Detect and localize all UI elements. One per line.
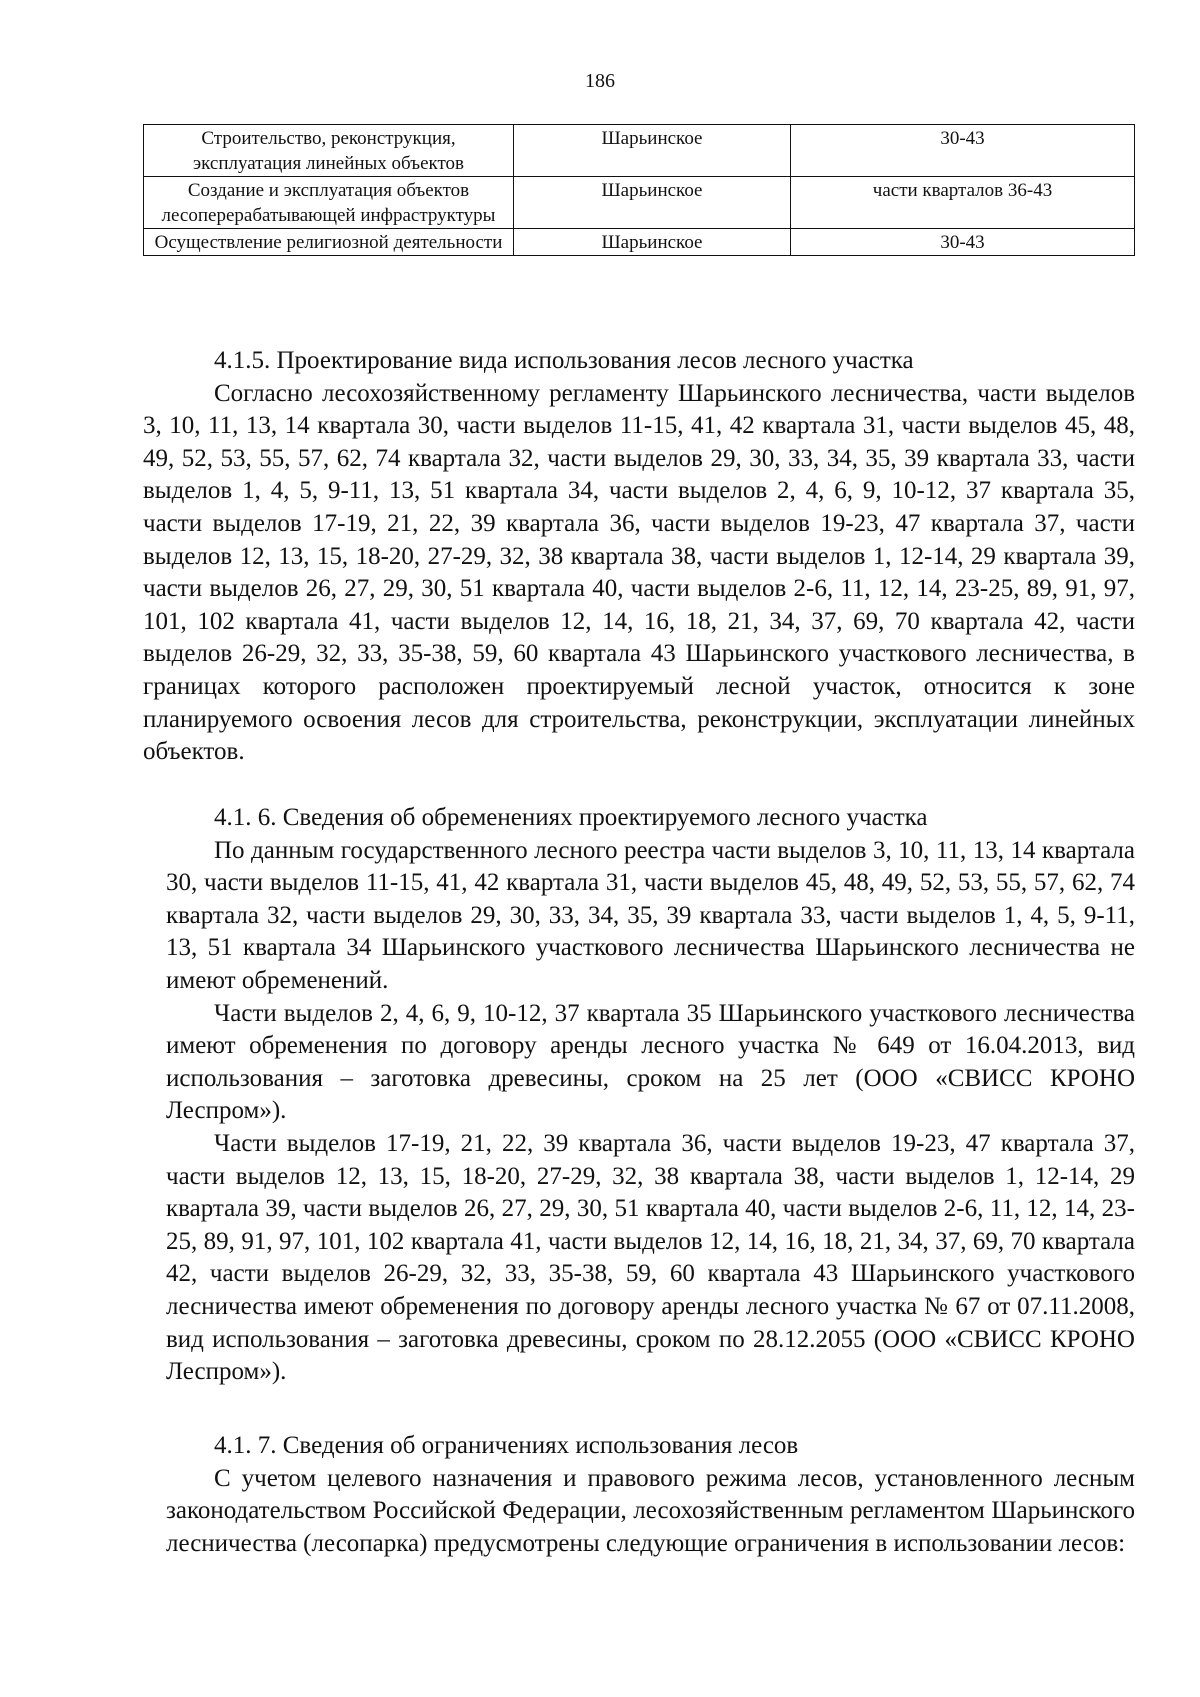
table-cell-use: Осуществление религиозной деятельности (144, 229, 514, 256)
table-cell-use: Создание и эксплуатация объектов лесоперерабатывающей инфраструктуры (144, 177, 514, 229)
section-heading: 4.1. 6. Сведения об обременениях проектируемого лесного участка (214, 804, 928, 831)
table-row (144, 125, 1135, 177)
section-heading: 4.1.5. Проектирование вида использования лесов лесного участка (214, 347, 914, 374)
section-417 (143, 1430, 1135, 1560)
table-cell-forestry: Шарьинское (514, 125, 791, 177)
paragraph: Части выделов 17-19, 21, 22, 39 квартала 36, части выделов 19-23, 47 квартала 37, части выделов 12, 13, 15, 18-20, 27-29, 32, 38 квартала 38, части выделов 1, 12-14, 29 квартала 39, части выделов 26, 27, 29, 30, 51 квартала 40, части выделов 2-6, 11, 12, 14, 23-25, 89, 91, 97, 101, 102 квартала 41, части выделов 12, 14, 16, 18, 21, 34, 37, 69, 70 квартала 42, части выделов 26-29, 32, 33, 35-38, 59, 60 квартала 43 Шарьинского участкового лесничества имеют обременения по договору аренды лесного участка № 67 от 07.11.2008, вид использования – заготовка древесины, сроком по 28.12.2055 (ООО «СВИСС КРОНО Леспром»). (166, 1129, 1135, 1386)
table-cell-use: Строительство, реконструкция, эксплуатация линейных объектов (144, 125, 514, 177)
paragraph: По данным государственного лесного реестра части выделов 3, 10, 11, 13, 14 квартала 30, части выделов 11-15, 41, 42 квартала 31, части выделов 45, 48, 49, 52, 53, 55, 57, 62, 74 квартала 32, части выделов 29, 30, 33, 34, 35, 39 квартала 33, части выделов 1, 4, 5, 9-11, 13, 51 квартала 34 Шарьинского участкового лесничества Шарьинского лесничества не имеют обременений. (166, 836, 1135, 994)
paragraph: С учетом целевого назначения и правового режима лесов, установленного лесным законодательством Российской Федерации, лесохозяйственным регламентом Шарьинского лесничества (лесопарка) предусмотрены следующие ограничения в использовании лесов: (166, 1464, 1135, 1557)
table-cell-forestry: Шарьинское (514, 229, 791, 256)
table-row (144, 229, 1135, 256)
section-heading: 4.1. 7. Сведения об ограничениях использования лесов (214, 1432, 799, 1459)
table-cell-quarters: 30-43 (791, 229, 1135, 256)
section-416 (143, 802, 1135, 1389)
paragraph: Части выделов 2, 4, 6, 9, 10-12, 37 квартала 35 Шарьинского участкового лесничества имеют обременения по договору аренды лесного участка № 649 от 16.04.2013, вид использования – заготовка древесины, сроком на 25 лет (ООО «СВИСС КРОНО Леспром»). (166, 999, 1135, 1125)
table-cell-quarters: 30-43 (791, 125, 1135, 177)
table-cell-forestry: Шарьинское (514, 177, 791, 229)
page-number: 186 (585, 70, 615, 92)
paragraph: Согласно лесохозяйственному регламенту Шарьинского лесничества, части выделов 3, 10, 11, 13, 14 квартала 30, части выделов 11-15, 41, 42 квартала 31, части выделов 45, 48, 49, 52, 53, 55, 57, 62, 74 квартала 32, части выделов 29, 30, 33, 34, 35, 39 квартала 33, части выделов 1, 4, 5, 9-11, 13, 51 квартала 34, части выделов 2, 4, 6, 9, 10-12, 37 квартала 35, части выделов 17-19, 21, 22, 39 квартала 36, части выделов 19-23, 47 квартала 37, части выделов 12, 13, 15, 18-20, 27-29, 32, 38 квартала 38, части выделов 1, 12-14, 29 квартала 39, части выделов 26, 27, 29, 30, 51 квартала 40, части выделов 2-6, 11, 12, 14, 23-25, 89, 91, 97, 101, 102 квартала 41, части выделов 12, 14, 16, 18, 21, 34, 37, 69, 70 квартала 42, части выделов 26-29, 32, 33, 35-38, 59, 60 квартала 43 Шарьинского участкового лесничества, в границах которого расположен проектируемый лесной участок, относится к зоне планируемого освоения лесов для строительства, реконструкции, эксплуатации линейных объектов. (143, 379, 1135, 766)
forest-use-table (143, 124, 1135, 256)
table-row (144, 177, 1135, 229)
table-cell-quarters: части кварталов 36-43 (791, 177, 1135, 229)
section-415 (143, 345, 1135, 769)
